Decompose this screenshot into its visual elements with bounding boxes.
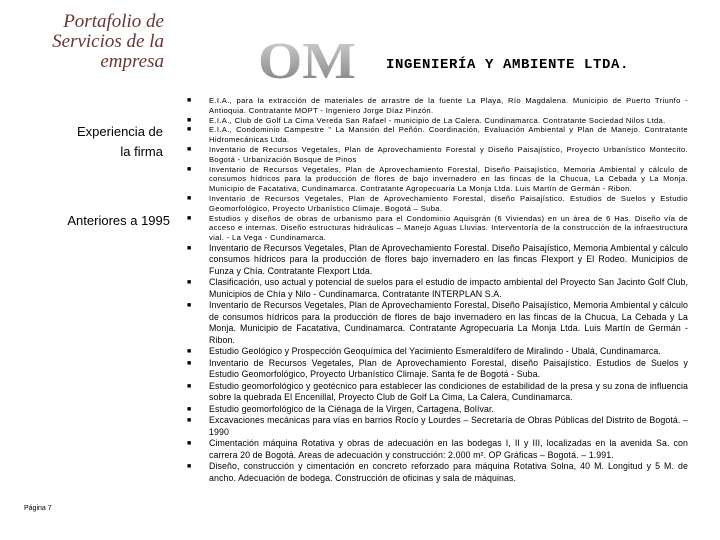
list-item bbox=[183, 125, 688, 145]
item-text: Inventario de Recursos Vegetales, Plan de Aprovechamiento Forestal y Diseño Paisajístico, Proyecto Urbanístico Montecito. Bogotá - Urbanización Bosque de Pinos bbox=[209, 144, 688, 164]
section-experience-heading bbox=[40, 122, 163, 162]
list-item bbox=[183, 358, 688, 381]
item-text: Inventario de Recursos Vegetales, Plan de Aprovechamiento Forestal, Diseño Paisajístico, Memoria Ambiental y cálculo de consumos hídricos para la producción de flores de bajo invernadero en las fincas de la Chucua, La Cebada y La Monja. Municipio de Facatativa, Cundinamarca. Contratante Agropecuaria La Monja Ltda. Luis Martín de Germán - Ribon. bbox=[209, 300, 688, 345]
bullet-icon: ■ bbox=[187, 382, 192, 390]
bullet-icon: ■ bbox=[187, 126, 192, 134]
list-item bbox=[183, 96, 688, 116]
item-text: E.I.A., Club de Golf La Cima Vereda San Rafael - municipio de La Calera. Cundinamarca. Contratante Sociedad Nilos Ltda. bbox=[209, 115, 666, 125]
list-item bbox=[183, 243, 688, 278]
bullet-icon: ■ bbox=[187, 244, 192, 252]
item-text: E.I.A., para la extracción de materiales de arrastre de la fuente La Playa, Río Magdalena. Municipio de Puerto Triunfo - Antioquia. Contratante MOPT - Ingeniero Jorge Díaz Pinzón. bbox=[209, 96, 688, 115]
list-item bbox=[183, 346, 688, 358]
list-item bbox=[183, 165, 688, 194]
company-name: INGENIERÍA Y AMBIENTE LTDA. bbox=[386, 57, 630, 73]
item-text: Inventario de Recursos Vegetales, Plan de Aprovechamiento Forestal, Diseño Paisajístico, Memoria Ambiental y cálculo de consumos hídricos para la producción de flores de bajo invernadero en las fincas de la Chucua, La Cebada y La Monja. Municipio de Facatativa, Cundinamarca. Contratante Agropecuaria La Monja Ltda. Luis Martín de Germán - Ribon. bbox=[209, 164, 688, 194]
logo-text: OM bbox=[258, 34, 356, 82]
bullet-icon: ■ bbox=[187, 302, 192, 310]
list-item bbox=[183, 214, 688, 243]
experience-list bbox=[183, 96, 688, 540]
title-line: empresa bbox=[100, 51, 164, 72]
bullet-icon: ■ bbox=[187, 359, 192, 367]
item-text: Estudios y diseños de obras de urbanismo para el Condominio Aquisgrán (6 Viviendas) en un área de 6 Has. Diseño vía de acceso e internas. Diseño estructuras hidráulicas – Manejo Aguas Lluvias. Interventoría de la construcción de la infraestructura vial. - La Vega - Cundinamarca. bbox=[209, 213, 688, 243]
item-text: Inventario de Recursos Vegetales, Plan de Aprovechamiento Forestal, diseño Paisajístico. Estudios de Suelos y Estudio Geomorfológico, Proyecto Urbanístico Climaje. Santa fe de Bogotá - Suba. bbox=[209, 357, 688, 380]
item-text: Cimentación máquina Rotativa y obras de adecuación en las bodegas I, II y III, localizadas en la avenida Sa. con carrera 20 de Bogotá. Areas de adecuación y construcción: 2.000 m². OP Gráficas – Bogotá. – 1.991. bbox=[209, 438, 688, 460]
bullet-icon: ■ bbox=[187, 348, 192, 356]
title-line: Servicios de la bbox=[52, 31, 164, 52]
list-item bbox=[183, 194, 688, 214]
item-text: Estudio geomorfológico de la Ciénaga de la Virgen, Cartagena, Bolívar. bbox=[209, 403, 495, 414]
bullet-icon: ■ bbox=[187, 463, 192, 471]
item-text: Estudio geomorfológico y geotécnico para establecer las condiciones de estabilidad de la presa y su zona de influencia sobre la quebrada El Encenillal, Proyecto Club de Golf La Cima, La Calera, Cundinamarca. bbox=[209, 380, 688, 403]
section-line: Experiencia de bbox=[77, 124, 163, 139]
item-text: Diseño, construcción y cimentación en concreto reforzado para máquina Rotativa Solna, 40 M. Longitud y 5 M. de ancho. Adecuación de bodega. Construcción de oficinas y sala de máquinas. bbox=[209, 461, 688, 483]
title-line: Portafolio de bbox=[63, 11, 164, 32]
list-item bbox=[183, 300, 688, 346]
bullet-icon: ■ bbox=[187, 116, 192, 124]
bullet-icon: ■ bbox=[187, 440, 192, 448]
list-item bbox=[183, 404, 688, 416]
bullet-icon: ■ bbox=[187, 145, 192, 153]
bullet-icon: ■ bbox=[187, 279, 192, 287]
section-line: la firma bbox=[120, 144, 163, 159]
bullet-icon: ■ bbox=[187, 165, 192, 173]
bullet-icon: ■ bbox=[187, 97, 192, 104]
list-item bbox=[183, 145, 688, 165]
section-before-1995-heading: Anteriores a 1995 bbox=[67, 213, 170, 228]
bullet-icon: ■ bbox=[187, 405, 192, 413]
page-number: Página 7 bbox=[24, 505, 52, 512]
bullet-icon: ■ bbox=[187, 214, 192, 222]
list-item bbox=[183, 461, 688, 484]
item-text: Estudio Geológico y Prospección Geoquímica del Yacimiento Esmeraldífero de Miralindo - Ubalá, Cundinamarca. bbox=[209, 346, 661, 357]
company-logo-icon bbox=[256, 34, 364, 82]
page-title bbox=[6, 12, 164, 72]
bullet-icon: ■ bbox=[187, 194, 192, 202]
list-item bbox=[183, 277, 688, 300]
list-item bbox=[183, 438, 688, 461]
list-item bbox=[183, 381, 688, 404]
item-text: E.I.A., Condominio Campestre " La Mansión del Peñón. Coordinación, Evaluación Ambiental y Plan de Manejo. Contratante Hidromecánicas Ltda. bbox=[209, 125, 688, 145]
item-text: Inventario de Recursos Vegetales, Plan de Aprovechamiento Forestal, diseño Paisajístico. Estudios de Suelos y Estudio Geomorfológico, Proyecto Urbanístico Climaje. Bogotá – Suba. bbox=[209, 193, 688, 213]
item-text: Inventario de Recursos Vegetales, Plan de Aprovechamiento Forestal. Diseño Paisajístico, Memoria Ambiental y cálculo consumos hídricos para la producción de flores bajo invernadero en las fincas Flexport y El Rodeo. Municipios de Funza y Chía. Contratante Flexport Ltda. bbox=[209, 242, 688, 276]
item-text: Clasificación, uso actual y potencial de suelos para el estudio de impacto ambiental del Proyecto San Jacinto Golf Club, Municipios de Chía y Nilo - Cundinamarca. Contratante INTERPLAN S.A. bbox=[209, 277, 688, 299]
list-item bbox=[183, 116, 688, 126]
item-text: Excavaciones mecánicas para vías en barrios Rocío y Lourdes – Secretaría de Obras Públicas del Distrito de Bogotá. – 1990 bbox=[209, 415, 688, 437]
list-item bbox=[183, 415, 688, 438]
bullet-icon: ■ bbox=[187, 417, 192, 425]
